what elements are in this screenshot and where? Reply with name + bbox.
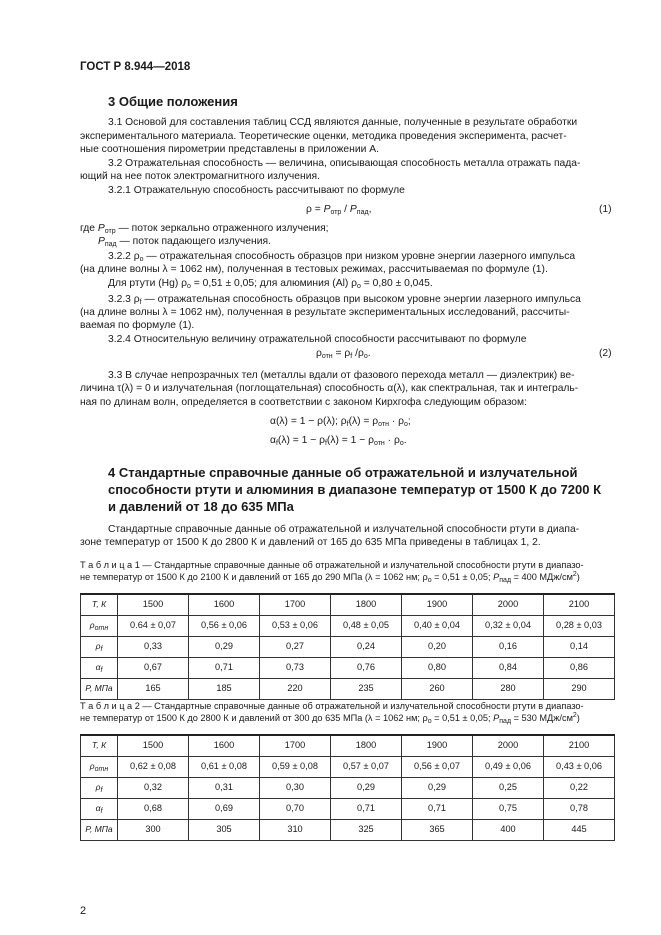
paragraph-3-2-4: 3.2.4 Относительную величину отражательной способности рассчитывают по формуле — [108, 334, 527, 345]
table-row: T, К 1500 1600 1700 1800 1900 2000 2100 — [81, 735, 615, 756]
table-row: $\rho_f$ 0,33 0,29 0,27 0,24 0,20 0,16 0,14 — [81, 636, 615, 657]
table-row: T, К 1500 1600 1700 1800 1900 2000 2100 — [81, 594, 615, 615]
formula-1: $\rho = P_{отр} / P_{пад}$, — [306, 204, 372, 216]
paragraph-3-2-3-line1: 3.2.3 $\rho_f$ — отражательная способность образцов при высоком уровне энергии лазерного импульса — [108, 294, 581, 306]
section-4-title-line2: способности ртути и алюминия в диапазоне температур от 1500 К до 7200 К — [108, 482, 601, 497]
table1 — [80, 593, 615, 700]
paragraph-3-1-line3: ные соотношения пирометрии представлены в приложении А. — [80, 144, 379, 155]
section-4-title-line3: и давлений от 18 до 635 МПа — [108, 499, 294, 514]
page-number: 2 — [80, 905, 87, 917]
formula-kirchhoff-2: $\alpha_f(\lambda) = 1 - \rho_f(\lambda) = 1 - \rho_{отн} \cdot \rho_о$. — [270, 435, 407, 447]
table-row: P, МПа 300 305 310 325 365 400 445 — [81, 819, 615, 840]
table2-caption: Т а б л и ц а 2 — Стандартные справочные данные об отражательной и излучательной способности ртути в диапазо- не температур от 1500 К до 2800 К и давлений от 300 до 635 МПа (λ = 1062 нм; $\rho_о = 0,51 \pm 0,05$; $P_{пад} = 530$ МДж/$см^2$) — [80, 701, 584, 725]
formula-1-number: (1) — [599, 204, 612, 215]
where-line-2: $P_{пад}$ — поток падающего излучения. — [98, 236, 271, 248]
table-row: $\alpha_f$ 0,67 0,71 0,73 0,76 0,80 0,84 0,86 — [81, 657, 615, 678]
table-row: $\rho_{отн}$ 0,62 ± 0,08 0,61 ± 0,08 0,59 ± 0,08 0,57 ± 0,07 0,56 ± 0,07 0,49 ± 0,06 0,43 ± 0,06 — [81, 756, 615, 777]
paragraph-4-line2: зоне температур от 1500 К до 2800 К и давлений от 165 до 635 МПа приведены в таблицах 1, 2. — [80, 537, 541, 548]
table2 — [80, 734, 615, 841]
paragraph-3-2-2-line1: 3.2.2 $\rho_о$ — отражательная способность образцов при низком уровне энергии лазерного импульса — [108, 251, 576, 263]
row-header-temperature: T, К — [81, 594, 118, 615]
paragraph-3-2-2-line3: Для ртути (Hg) $\rho_о = 0,51 \pm 0,05$; для алюминия (Al) $\rho_о = 0,80 \pm 0,045$. — [108, 278, 433, 290]
formula-2: $\rho_{отн} = \rho_f$ $/\rho_о$. — [316, 348, 371, 360]
formula-kirchhoff-1: α(λ) = 1 − ρ(λ); $\rho_f(\lambda) = \rho_{отн} \cdot \rho_о$; — [270, 416, 411, 428]
paragraph-3-2-1: 3.2.1 Отражательную способность рассчитывают по формуле — [108, 185, 405, 196]
paragraph-3-2-line2: ющий на нее поток электромагнитного излучения. — [80, 171, 320, 182]
table-row: P, МПа 165 185 220 235 260 280 290 — [81, 678, 615, 699]
paragraph-3-1-line2: экспериментального материала. Теоретические оценки, методика проведения эксперимента, расчет- — [80, 131, 567, 142]
formula-2-number: (2) — [599, 348, 612, 359]
section-3-title: 3 Общие положения — [108, 94, 238, 109]
paragraph-3-3-line1: 3.3 В случае непрозрачных тел (металлы вдали от фазового перехода металл — диэлектрик) ве- — [108, 370, 575, 381]
row-header-rho-f: $\rho_f$ — [81, 636, 118, 657]
document-header: ГОСТ Р 8.944—2018 — [80, 61, 191, 73]
section-4-title-line1: 4 Стандартные справочные данные об отражательной и излучательной — [108, 465, 578, 480]
table-row: $\rho_f$ 0,32 0,31 0,30 0,29 0,29 0,25 0,22 — [81, 777, 615, 798]
row-header-alpha-f: $\alpha_f$ — [81, 657, 118, 678]
row-header-rho-rel: $\rho_{отн}$ — [81, 756, 118, 777]
paragraph-3-3-line2: личина τ(λ) = 0 и излучательная (поглощательная) способность α(λ), как спектральная, так и интеграль- — [80, 383, 579, 394]
row-header-pressure: P, МПа — [81, 678, 118, 699]
row-header-rho-f: $\rho_f$ — [81, 777, 118, 798]
table-row: $\alpha_f$ 0,68 0,69 0,70 0,71 0,71 0,75 0,78 — [81, 798, 615, 819]
paragraph-4-line1: Стандартные справочные данные об отражательной и излучательной способности ртути в диапа- — [108, 524, 580, 535]
paragraph-3-2-3-line3: ваемая по формуле (1). — [80, 320, 195, 331]
paragraph-3-2-2-line2: (на длине волны λ = 1062 нм), полученная в тестовых режимах, рассчитываемая по формуле (1). — [80, 264, 548, 275]
row-header-temperature: T, К — [81, 735, 118, 756]
paragraph-3-2-3-line2: (на длине волны λ = 1062 нм), полученная в результате экспериментальных исследований, рассчиты- — [80, 307, 570, 318]
row-header-rho-rel: $\rho_{отн}$ — [81, 615, 118, 636]
paragraph-3-3-line3: ная по длинам волн, определяется в соответствии с законом Кирхгофа следующим образом: — [80, 397, 527, 408]
table-row: $\rho_{отн}$ 0.64 ± 0,07 0,56 ± 0,06 0,53 ± 0,06 0,48 ± 0,05 0,40 ± 0,04 0,32 ± 0,04 0,28 ± 0,03 — [81, 615, 615, 636]
row-header-alpha-f: $\alpha_f$ — [81, 798, 118, 819]
paragraph-3-1-line1: 3.1 Основой для составления таблиц ССД являются данные, полученные в результате обработки — [108, 117, 578, 128]
table1-caption: Т а б л и ц а 1 — Стандартные справочные данные об отражательной и излучательной способности ртути в диапазо- не температур от 1500 К до 2100 К и давлений от 165 до 290 МПа (λ = 1062 нм; $\rho_о = 0,51 \pm 0,05$; $P_{пад} = 400$ МДж/$см^2$) — [80, 560, 584, 584]
row-header-pressure: P, МПа — [81, 819, 118, 840]
paragraph-3-2-line1: 3.2 Отражательная способность — величина, описывающая способность металла отражать пада- — [108, 158, 581, 169]
where-line-1: где $P_{отр}$ — поток зеркально отраженного излучения; — [80, 223, 329, 235]
